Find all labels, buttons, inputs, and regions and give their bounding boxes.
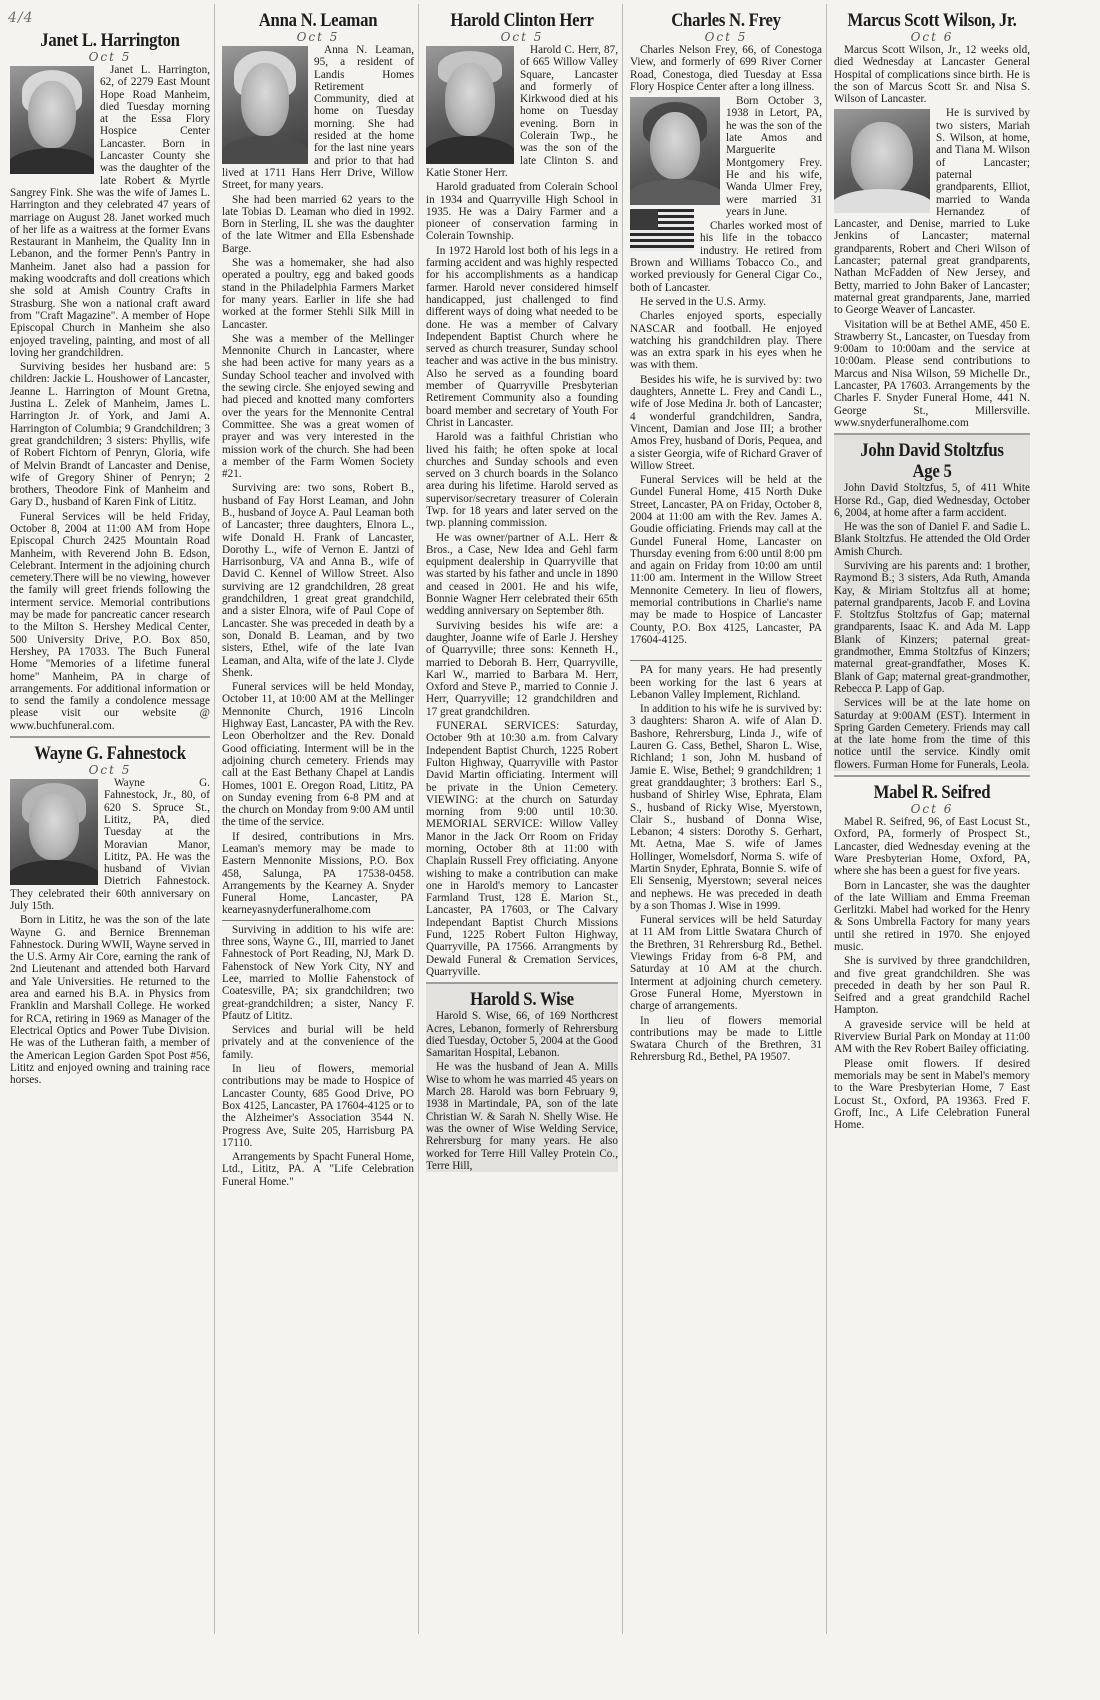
obituary-paragraph: Charles enjoyed sports, especially NASCAR and football. He enjoyed watching his grandchildren play. There was an extra spark in his eyes when he was with them. [630, 310, 822, 372]
obituary-paragraph: PA for many years. He had presently been working for the last 6 years at Lebanon Valley Implement, Richland. [630, 664, 822, 701]
photo-face [28, 81, 75, 148]
photo-face [241, 63, 289, 136]
obituary-paragraph: He was owner/partner of A.L. Herr & Bros., a Case, New Idea and Gehl farm equipment dealership in Quarryville that was started by his father and uncle in 1890 and ceased in 2001. He and his wife, Bonnie Wagner Herr celebrated their 65th wedding anniversary on September 8th. [426, 531, 618, 618]
photo-shoulders [10, 148, 94, 174]
obituary-date: Oct 5 [500, 30, 544, 44]
obituary-date: Oct 6 [910, 802, 954, 817]
photo-face [445, 63, 494, 136]
obituary-paragraph: In addition to his wife he is survived by: 3 daughters: Sharon A. wife of Alan D. Bashore, Rehrersburg, Linda J., wife of Lauren G. Cass, Bethel, Sharon L. Wise, Richland; 1 son, John M. husband of Jamie E. Wise, Bethel; 9 grandchildren; 1 great granddaughter; 3 brothers: Earl S., husband of Shirley Wise, Ephrata, Elam S., husband of Ricky Wise, Myerstown, Clair S., husband of Donna Wise, Lebanon; 4 sisters: Dorothy S. Gerhart, Mt. Aetna, Mae S. wife of James Hollinger, Womelsdorf, Norma S. wife of Martin Snyder, Ephrata, Bonnie S. wife of Eli Sensenig, Myerstown; several neices and nephews. He was preceded in death by a son Thomas J. Wise in 1999. [630, 703, 822, 912]
obituary-paragraph: She is survived by three grandchildren, and five great grandchildren. She was preceded in death by her son Paul R. Seifred and a great grandchild Rachel Hampton. [834, 955, 1030, 1017]
section-divider [222, 920, 414, 921]
obituary-paragraph: Marcus Scott Wilson, Jr., 12 weeks old, died Wednesday at Lancaster General Hospital of complications since birth. He is the son of Marcus Scott Sr. and Nisa S. Wilson of Lancaster. [834, 44, 1030, 106]
american-flag-icon [630, 209, 694, 251]
obituary-paragraph: Janet L. Harrington, 62, of 2279 East Mount Hope Road Manheim, died Tuesday morning at the Essa Flory Hospice Center Lancaster. Born in Lancaster County she was the daughter of the late Robert & Myrtle Sangrey Fink. She was the wife of James L. Harrington and they celebrated 47 years of marriage on August 28. Janet worked much of her life as a waitress at the former Evans Restaurant in Manheim, the Quality Inn in Lebanon, and the former Penn's Pantry in Manheim. Janet also had a passion for making woodcrafts and doll creations which she sold at Amish Country Crafts in Strasburg. She won a national craft award from "Craft Magazine". A member of Hope Episcopal Church in Manheim she also enjoyed traveling, painting, and most of all loving her grandchildren. [10, 64, 210, 359]
obituary-wilson [834, 10, 1030, 429]
column-rule [622, 4, 623, 1634]
obituary-paragraph: In lieu of flowers, memorial contributions may be made to Hospice of Lancaster County, 685 Good Drive, PO Box 4125, Lancaster, PA 17604-4125 or to the Alzheimer's Association 3544 N. Progress Ave, Suite 205, Harrisburg PA 17110. [222, 1063, 414, 1149]
section-divider [630, 660, 822, 661]
obituary-paragraph: She was a homemaker, she had also operated a poultry, egg and baked goods stand in the Philadelphia Farmers Market for many years. Earlier in life she had worked at the former Stehli Silk Mill in Lancaster. [222, 257, 414, 331]
obituary-paragraph: Anna N. Leaman, 95, a resident of Landis Homes Retirement Community, died at home on Tuesday morning. She had resided at the home for the last nine years and prior to that had lived at 1711 Hans Herr Drive, Willow Street, for many years. [222, 44, 414, 192]
photo-shoulders [834, 189, 930, 214]
obituary-paragraph: Harold S. Wise, 66, of 169 Northcrest Acres, Lebanon, formerly of Rehrersburg died Tuesday, October 5, 2004 at the Good Samaritan Hospital, Lebanon. [426, 1010, 618, 1060]
obituary-paragraph: Surviving besides her husband are: 5 children: Jackie L. Houshower of Lancaster, Jeanne L. Harrington of Mount Gretna, Justina L. Zelek of Manheim, James L. Harrington Jr. of York, and Jami A. Harrington of Columbia; 9 Grandchildren; 3 great grandchildren; 3 sisters: Phyllis, wife of Robert Fichtorn of Penryn, Gloria, wife of Melvin Brandt of Lancaster and Denise, wife of Gregory Shiner of Penryn; 2 brothers, Theodore Fink of Manheim and Gary D., husband of Karen Fink of Lititz. [10, 361, 210, 509]
obituary-paragraph: She had been married 62 years to the late Tobias D. Leaman who died in 1992. Born in Sterling, IL she was the daughter of the late Witmer and Ella Esbenshade Barge. [222, 193, 414, 255]
obituary-name: Janet L. Harrington [40, 30, 180, 51]
obituary-paragraph: Surviving besides his wife are: a daughter, Joanne wife of Earle J. Hershey of Quarryville; three sons: Kenneth H., married to Deborah B. Herr, Quarryville, Karl W., married to Barbara M. Herr, Oxford and Steve P., married to Connie J. Herr, Quarryville; 12 grandchildren and 17 great grandchildren. [426, 619, 618, 718]
obituary-name: Charles N. Frey [671, 10, 781, 31]
obituary-paragraph: Surviving are: two sons, Robert B., husband of Fay Horst Leaman, and John B., husband of Joyce A. Paul Leaman both of Lancaster; three daughters, Elnora L., wife Donald H. Frank of Lancaster, Dorothy L., wife of Vernon E. Jantzi of Harrisonburg, VA and Anna B., wife of David C. Kennel of Willow Street. Also surviving are 12 grandchildren, 28 great grandchildren, 1 great great grandchild, and a sister Elnora, wife of Paul Cope of Lancaster. She was preceded in death by a son, Donald B. Leaman, and by two sisters, Ethel, wife of the late Ivan Leaman, and Alta, wife of the late J. Clyde Shenk. [222, 482, 414, 679]
photo-shoulders [630, 179, 720, 205]
obituary-wise [426, 982, 618, 1172]
obituary-seifred [834, 775, 1030, 1131]
obituary-paragraph: Services and burial will be held privately and at the convenience of the family. [222, 1024, 414, 1061]
obituary-paragraph: Services will be at the late home on Saturday at 9:00AM (EST). Interment in Spring Garden Cemetery. Friends may call at the late home from the time of this notice until the service. Kindly omit flowers. Furman Home for Funerals, Leola. [834, 697, 1030, 771]
column-rule [418, 4, 419, 1634]
photo-face [29, 794, 78, 860]
obituary-herr [426, 10, 618, 978]
column-rule [826, 4, 827, 1634]
obituary-paragraph: John David Stoltzfus, 5, of 411 White Horse Rd., Gap, died Wednesday, October 6, 2004, at home after a farm accident. [834, 482, 1030, 519]
obituary-paragraph: Born October 3, 1938 in Letort, PA, he was the son of the late Amos and Marguerite Montgomery Frey. He and his wife, Wanda Ulmer Frey, were married 31 years in June. [726, 95, 822, 218]
obituary-paragraph: He was the son of Daniel F. and Sadie L. Blank Stoltzfus. He attended the Old Order Amish Church. [834, 521, 1030, 558]
obituary-paragraph: He is survived by two sisters, Mariah S. Wilson, at home, and Tiana M. Wilson of Lancaster; paternal grandparents, Elliot, married to Wanda Hernandez of Lancaster, and Denise, married to Luke Jenkins of Lancaster; maternal grandparents, Robert and Cheri Wilson of Lancaster; paternal great grandparents, Nathan McFadden of New Jersey, and Betty, married to John Baker of Lancaster; maternal great grandparents, Jane, married to George Weaver of Lancaster. [834, 107, 1030, 317]
obituary-paragraph: Harold C. Herr, 87, of 665 Willow Valley Square, Lancaster and formerly of Kirkwood died at his home on Tuesday evening. Born in Colerain Twp., he was the son of the late Clinton S. and Katie Stoner Herr. [426, 44, 618, 179]
obituary-paragraph: Please omit flowers. If desired memorials may be sent in Mabel's memory to the Ware Presbyterian Home, 7 East Locust St., Oxford, PA 19363. Fred F. Groff, Inc., A Life Celebration Funeral Home. [834, 1057, 1030, 1132]
column-4 [630, 8, 822, 1628]
obituary-paragraph: Surviving in addition to his wife are: three sons, Wayne G., III, married to Janet Fahnestock of Port Reading, NJ, Mark D. Fahenstock of New York City, NY and Lee, married to Mollie Fahenstock of Coatesville, PA; six grandchildren; two great-grandchildren; a sister, Nancy F. Pfautz of Lititz. [222, 923, 414, 1022]
photo-shoulders [426, 136, 514, 164]
obituary-leaman [222, 10, 414, 917]
page-handwritten-mark: 4/4 [8, 10, 34, 26]
obituary-paragraph: He served in the U.S. Army. [640, 295, 767, 308]
obituary-paragraph: Charles Nelson Frey, 66, of Conestoga View, and formerly of 699 River Corner Road, Conestoga, died Tuesday at Essa Flory Hospice Center after a long illness. [630, 44, 822, 93]
obituary-age: Age 5 [912, 461, 952, 483]
obituary-paragraph: Surviving are his parents and: 1 brother, Raymond B.; 3 sisters, Ada Ruth, Amanda Kay, & Miriam Stoltzfus all at home; paternal grandparents, Jacob F. and Lovina F. Stoltzfus Stoltzfus of Gap; maternal grandparents, Isaac K. and Ada M. Lapp Blank of Kinzers; paternal great-grandmother, Emma Stoltzfus of Kinzers; maternal great-grandfather, Moses K. Blank of Gap; maternal great-grandmother, Rebecca P. Lapp of Gap. [834, 559, 1030, 695]
obituary-paragraph: Born in Lancaster, she was the daughter of the late William and Emma Freeman Gerlitzki. Mabel had worked for the Henry & Sons Umbrella Factory for many years until she retired in 1970. She enjoyed music. [834, 879, 1030, 953]
obituary-name: Anna N. Leaman [258, 10, 378, 31]
obituary-paragraph: Wayne G. Fahnestock, Jr., 80, of 620 S. Spruce St., Lititz, PA, died Tuesday at the Moravian Manor, Lititz, PA. He was the husband of Vivian Dietrich Fahnestock. They celebrated their 60th anniversary on July 15th. [10, 777, 210, 912]
obituary-paragraph: Besides his wife, he is survived by: two daughters, Annette L. Frey and Candi L., wife of Jose Medina Jr. both of Lancaster; 4 wonderful grandchildren, Sandra, Vincent, Damian and Jose III; a brother Amos Frey, husband of Doris, Pequea, and a sister Georgia, wife of Richard Graver of Willow Street. [630, 373, 822, 472]
obituary-paragraph: In 1972 Harold lost both of his legs in a farming accident and was highly respected for his accomplishments as a handicap farmer. Harold never considered himself handicapped, just challenged to find different ways of doing what needed to be done. He was a member of Calvary Independent Baptist Church where he served as church treasurer, Sunday school teacher and was active in the bus ministry. Also he served as a founding board member of Quarryville Presbyterian Retirement Community also a founding board member and secretary of Youth For Christ in Lancaster. [426, 244, 618, 429]
portrait-photo [426, 46, 514, 164]
obituary-paragraph: Mabel R. Seifred, 96, of East Locust St., Oxford, PA, formerly of Prospect St., Lancaster, died Wednesday evening at the Ware Presbyterian Home, Oxford, PA, where she has been a guest for five years. [834, 816, 1030, 878]
obituary-paragraph: He was the husband of Jean A. Mills Wise to whom he was married 45 years on March 28. Harold was born February 9, 1938 in Martindale, PA, son of the late Christian W. & Sarah N. Shelly Wise. He was the owner of Wise Welding Service, Rehrersburg for many years. He also worked for Terre Hill Valley Protein Co., Terre Hill, [426, 1061, 618, 1172]
obituary-fahnestock [10, 736, 210, 1086]
obituary-paragraph: She was a member of the Mellinger Mennonite Church in Lancaster, where she had been active for many years as a Sunday School teacher and involved with the sewing circle. She enjoyed sewing and had pieced and knotted many comforters over the years for the Mennonite Central Committee. She was a great women of prayer and was very interested in the mission work of the church. She had been a member of the Farm Women Society #21. [222, 332, 414, 481]
flag-canton [630, 209, 658, 230]
column-1 [10, 28, 210, 1548]
column-rule [214, 4, 215, 1634]
obituary-paragraph: Born in Lititz, he was the son of the late Wayne G. and Bernice Brenneman Fahnestock. During WWII, Wayne served in the U.S. Army Air Core, earning the rank of 2nd Lieutenant and attended both Harvard and Yale Universities. He returned to the area and earned his B.A. in Physics from Franklin and Marshall College. He worked for RCA, retiring in 1969 as Manager of the Electrical Optics and Power Tube Division. He was of the Lutheran faith, a member of the American Legion Garden Spot Post #56, Lititz and enjoyed owning and training race horses. [10, 914, 210, 1087]
photo-face [650, 112, 700, 179]
photo-shoulders [10, 860, 98, 885]
obituary-name: Mabel R. Seifred [873, 782, 991, 804]
obituary-name: Harold S. Wise [470, 989, 574, 1011]
portrait-photo [222, 46, 308, 164]
obituary-harrington [10, 30, 210, 732]
obituary-date: Oct 5 [88, 50, 132, 64]
portrait-photo [630, 97, 720, 205]
obituary-date: Oct 5 [296, 30, 340, 44]
obituary-paragraph: Arrangements by Spacht Funeral Home, Ltd., Lititz, PA. A "Life Celebration Funeral Home." [222, 1151, 414, 1188]
obituary-paragraph: Funeral services will be held Saturday at 11 AM from Little Swatara Church of the Brethren, 31 Rehrersburg Rd., Bethel. Viewings Friday from 6-8 PM, and Saturday at 10 AM at the church. Interment at adjoining church cemetery. Grose Funeral Home, Myerstown in charge of arrangements. [630, 914, 822, 1013]
obituary-date: Oct 6 [910, 30, 954, 44]
obituary-paragraph: In lieu of flowers memorial contributions may be made to Little Swatara Church of the Brethren, 31 Rehrersburg Rd., Bethel, PA 19507. [630, 1014, 822, 1064]
obituary-date: Oct 5 [704, 30, 748, 44]
portrait-photo [10, 779, 98, 885]
obituary-paragraph: Funeral Services will be held at the Gundel Funeral Home, 415 North Duke Street, Lancaster, PA on Friday, October 8, 2004 at 11:00 am with the Rev. James A. Goudie officiating. Friends may call at the Gundel Funeral Home, Lancaster on Thursday evening from 6:00 until 8:00 pm and again on Friday from 10:00 am until 11:00 am. Interment in the Willow Street Mennonite Cemetery. In lieu of flowers, memorial contributions in Charlie's name may be made to Hospice of Lancaster County, P.O. Box 4125, Lancaster, PA 17604-4125. [630, 474, 822, 646]
fahnestock-continued [222, 924, 414, 1188]
column-3 [426, 8, 618, 1628]
obituary-name: John David Stoltzfus [860, 440, 1004, 462]
obituary-paragraph: If desired, contributions in Mrs. Leaman's memory may be made to Eastern Mennonite Missions, P.O. Box 458, Salunga, PA 17538-0458. Arrangements by the Kearney A. Snyder Funeral Home, Lancaster, PA kearneyasnyderfuneralhome.com [222, 830, 414, 917]
obituary-frey [630, 10, 822, 646]
photo-face [851, 122, 912, 195]
obituary-name: Wayne G. Fahnestock [34, 743, 186, 765]
obituary-paragraph: Charles worked most of his life in the tobacco industry. He retired from Brown and Williams Tobacco Co., and worked previously for General Cigar Co., both of Lancaster. [630, 220, 822, 294]
column-5 [834, 8, 1030, 1628]
obituary-paragraph: Funeral Services will be held Friday, October 8, 2004 at 11:00 AM from Hope Episcopal Church 2425 Mountain Road Manheim, with Reverend John B. Edson, Celebrant. Interment in the adjoining church cemetery.There will be no viewing, however the family will greet friends following the interment service. Memorial contributions may be made for pancreatic cancer research to the Milton S. Hershey Medical Center, 500 University Drive, P.O. Box 850, Hershey, PA 17033. The Buch Funeral Home "Memories of a lifetime funeral home" Manheim, PA in charge of arrangements. For additional information or to send the family a condolence message please visit our website @ www.buchfuneral.com. [10, 510, 210, 732]
obituary-stoltzfus [834, 433, 1030, 771]
obituary-paragraph: Harold was a faithful Christian who lived his faith; he often spoke at local churches and Sunday schools and even served on 3 church boards in the Solanco area during his lifetime. Harold served as supervisor/secretary treasurer of Colerain Twp. for 18 years and later served on the twp. planning commission. [426, 431, 618, 530]
obituary-name: Marcus Scott Wilson, Jr. [847, 10, 1017, 31]
obituary-paragraph: A graveside service will be held at Riverview Burial Park on Monday at 11:00 AM with the Rev Robert Bailey officiating. [834, 1018, 1030, 1056]
portrait-photo [10, 66, 94, 174]
obituary-paragraph: Visitation will be at Bethel AME, 450 E. Strawberry St., Lancaster, on Tuesday from 9:00am to 10:00am and the service at 10:00am. Please send contributions to Marcus and Nisa Wilson, 59 Michelle Dr., Lancaster, PA 17603. Arrangements by the Charles F. Snyder Funeral Home, 441 N. George St., Millersville. www.snyderfuneralhome.com [834, 318, 1030, 429]
photo-shoulders [222, 136, 308, 164]
obituary-paragraph: FUNERAL SERVICES: Saturday, October 9th at 10:30 a.m. from Calvary Independent Baptist Church, 1225 Robert Fulton Highway, Quarryville with Pastor David Martin officiating. Interment will be private in the Union Cemetery. VIEWING: at the church on Saturday morning from 9:00 until 10:30. MEMORIAL SERVICE: Willow Valley Manor in the Jack Orr Room on Friday morning, October 8th at 11:00 with Chaplain Russell Frey officiating. Anyone wishing to make a contribution can make one in Harold's memory to Lancaster Farmland Trust, 128 E. Marion St., Lancaster, PA 17603, or The Calvary Independant Baptist Church Missions Fund, 1225 Robert Fulton Highway, Quarryville, PA 17566. Arrangments by Dewald Funeral & Cremation Services, Quarryville. [426, 720, 618, 978]
wise-continued [630, 664, 822, 1064]
column-2 [222, 8, 414, 1628]
obituary-date: Oct 5 [88, 763, 132, 778]
obituary-paragraph: Harold graduated from Colerain School in 1934 and Quarryville High School in 1935. He was a Dairy Farmer and a pioneer of conservation farming in Colerain Township. [426, 181, 618, 243]
obituary-paragraph: Funeral services will be held Monday, October 11, at 10:00 AM at the Mellinger Mennonite Church, 1916 Lincoln Highway East, Lancaster, PA with the Rev. Leon Oberholtzer and the Rev. Donald Good officiating. Interment will be in the adjoining church cemetery. Friends may call at the East Bethany Chapel at Landis Homes, 1001 E. Oregon Road, Lititz, PA on Sunday evening from 6-8 PM and at the church on Monday from 9:00 AM until the time of the service. [222, 681, 414, 829]
obituary-name: Harold Clinton Herr [450, 10, 594, 31]
portrait-photo [834, 109, 930, 213]
